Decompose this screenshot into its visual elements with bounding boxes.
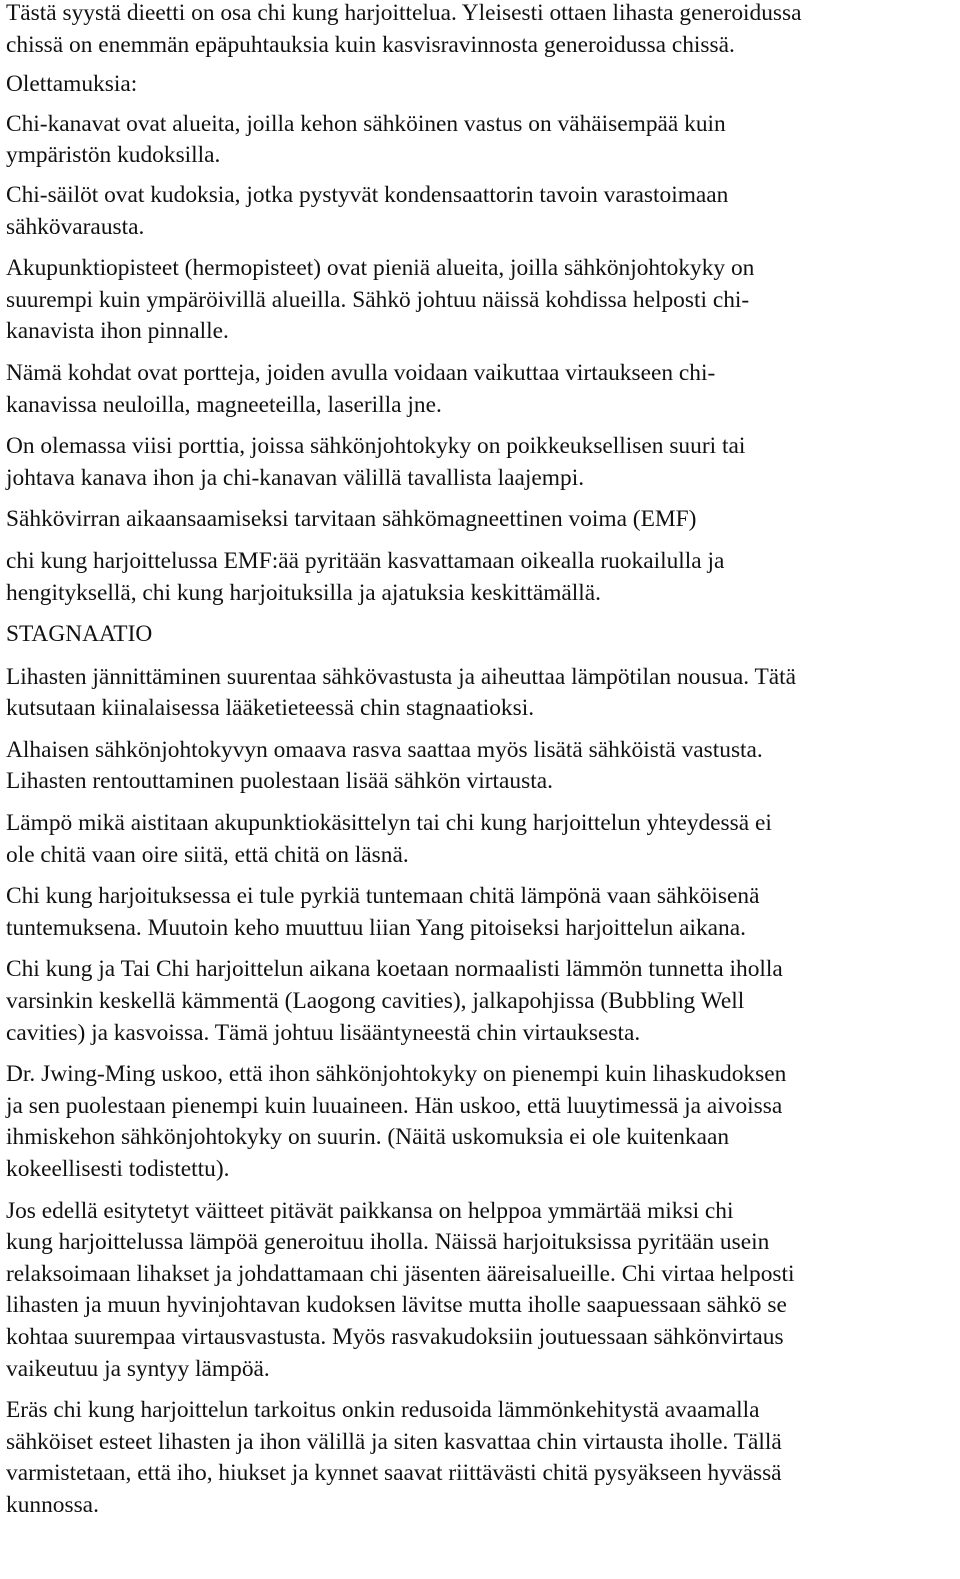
paragraph-conductivity: Dr. Jwing-Ming uskoo, että ihon sähkönjohtokyky on pienempi kuin lihaskudoksen ja sen puolestaan pienempi kuin luuaineen. Hän uskoo, että luuytimessä ja aivoissa ihmiskehon sähkönjohtokyky on suurin. (Näitä uskomuksia ei ole kuitenkaan kokeellisesti todistettu). xyxy=(6,1061,787,1182)
paragraph-five-gates: On olemassa viisi porttia, joissa sähkönjohtokyky on poikkeuksellisen suuri tai johtava kanava ihon ja chi-kanavan välillä tavallista laajempi. xyxy=(6,433,746,491)
paragraph-electric-sensation: Chi kung harjoituksessa ei tule pyrkiä tuntemaan chitä lämpönä vaan sähköisenä tuntemuksena. Muutoin keho muuttuu liian Yang pitoiseksi harjoittelun aikana. xyxy=(6,883,760,941)
paragraph-emf: Sähkövirran aikaansaamiseksi tarvitaan sähkömagneettinen voima (EMF) xyxy=(6,506,697,533)
paragraph-heat-symptom: Lämpö mikä aistitaan akupunktiokäsittelyn tai chi kung harjoittelun yhteydessä ei ole chitä vaan oire siitä, että chitä on läsnä. xyxy=(6,810,772,868)
paragraph-acupuncture-points: Akupunktiopisteet (hermopisteet) ovat pieniä alueita, joilla sähkönjohtokyky on suurempi kuin ympäröivillä alueilla. Sähkö johtuu näissä kohdissa helposti chi- kanavista ihon pinnalle. xyxy=(6,255,755,345)
paragraph-purpose: Eräs chi kung harjoittelun tarkoitus onkin redusoida lämmönkehitystä avaamalla sähköiset esteet lihasten ja ihon välillä ja siten kasvattaa chin virtausta iholle. Tällä varmistetaan, että iho, hiukset ja kynnet saavat riittävästi chitä pysyäkseen hyvässä kunnossa. xyxy=(6,1397,782,1518)
paragraph-emf-training: chi kung harjoittelussa EMF:ää pyritään kasvattamaan oikealla ruokailulla ja hengityksellä, chi kung harjoituksilla ja ajatuksia keskittämällä. xyxy=(6,547,725,606)
paragraph-warmth-areas: Chi kung ja Tai Chi harjoittelun aikana koetaan normaalisti lämmön tunnetta iholla varsinkin keskellä kämmentä (Laogong cavities), jalkapohjissa (Bubbling Well cavities) ja kasvoissa. Tämä johtuu lisääntyneestä chin virtauksesta. xyxy=(6,956,783,1046)
paragraph-gates: Nämä kohdat ovat portteja, joiden avulla voidaan vaikuttaa virtaukseen chi- kanavissa neuloilla, magneeteilla, laserilla jne. xyxy=(6,359,716,418)
section-heading-stagnation: STAGNAATIO xyxy=(6,621,153,648)
paragraph-fat-resistance: Alhaisen sähkönjohtokyvyn omaava rasva saattaa myös lisätä sähköistä vastusta. Lihasten rentouttaminen puolestaan lisää sähkön virtausta. xyxy=(6,736,763,795)
paragraph-diet-intro: Tästä syystä dieetti on osa chi kung harjoittelua. Yleisesti ottaen lihasta generoidussa chissä on enemmän epäpuhtauksia kuin kasvisravinnosta generoidussa chissä. xyxy=(6,0,802,58)
paragraph-assumptions-heading: Olettamuksia: xyxy=(6,71,138,98)
paragraph-skin-heat: Jos edellä esitytetyt väitteet pitävät paikkansa on helppoa ymmärtää miksi chi kung harjoittelussa lämpöä generoituu iholla. Näissä harjoituksissa pyritään usein relaksoimaan lihakset ja johdattamaan chi jäsenten ääreisalueille. Chi virtaa helposti lihasten ja muun hyvinjohtavan kudoksen lävitse mutta iholle saapuessaan sähkö se kohtaa suurempaa virtausvastusta. Myös rasvakudoksiin joutuessaan sähkönvirtaus vaikeutuu ja syntyy lämpöä. xyxy=(6,1197,795,1382)
paragraph-chi-channels: Chi-kanavat ovat alueita, joilla kehon sähköinen vastus on vähäisempää kuin ympäristön kudoksilla. xyxy=(6,110,726,169)
paragraph-muscle-tension: Lihasten jännittäminen suurentaa sähkövastusta ja aiheuttaa lämpötilan nousua. Tätä kutsutaan kiinalaisessa lääketieteessä chin stagnaatioksi. xyxy=(6,663,797,722)
paragraph-chi-reservoirs: Chi-säilöt ovat kudoksia, jotka pystyvät kondensaattorin tavoin varastoimaan sähkövarausta. xyxy=(6,181,729,240)
